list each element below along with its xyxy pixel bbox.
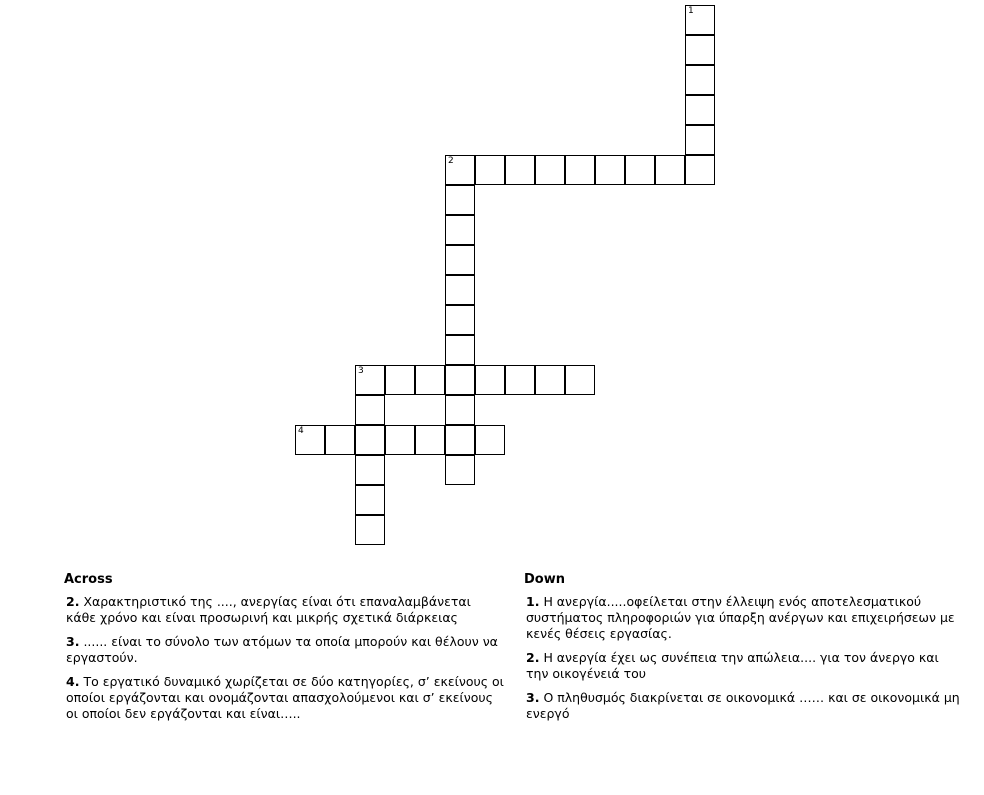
grid-cell[interactable] [565, 365, 595, 395]
grid-cell[interactable] [595, 155, 625, 185]
clue-number: 3. [526, 690, 540, 705]
clue-number: 1. [526, 594, 540, 609]
grid-cell[interactable] [445, 185, 475, 215]
grid-cell[interactable] [295, 425, 325, 455]
clue-number: 4. [66, 674, 80, 689]
grid-cell[interactable] [355, 515, 385, 545]
grid-cell[interactable] [505, 365, 535, 395]
clue-text: Ο πληθυσμός διακρίνεται σε οικονομικά …… και σε οικονομικά μη ενεργό [526, 690, 960, 721]
down-clues [524, 572, 964, 730]
grid-cell[interactable] [445, 365, 475, 395]
grid-cell[interactable] [445, 215, 475, 245]
grid-cell[interactable] [685, 35, 715, 65]
clue-text: ...... είναι το σύνολο των ατόμων τα οποία μπορούν και θέλουν να εργαστούν. [66, 634, 498, 665]
grid-cell[interactable] [445, 455, 475, 485]
grid-cell[interactable] [355, 455, 385, 485]
clue-text: Η ανεργία.....οφείλεται στην έλλειψη ενός αποτελεσματικού συστήματος πληροφοριών για ύπαρξη ανέργων και επιχειρήσεων με κενές θέσεις εργασίας. [526, 594, 955, 641]
grid-cell[interactable] [475, 425, 505, 455]
down-clue-2 [524, 650, 964, 682]
grid-cell[interactable] [325, 425, 355, 455]
down-clue-1 [524, 594, 964, 642]
grid-cell[interactable] [385, 365, 415, 395]
grid-cell[interactable] [685, 5, 715, 35]
grid-cell[interactable] [685, 95, 715, 125]
clue-number: 2. [66, 594, 80, 609]
grid-cell[interactable] [505, 155, 535, 185]
clue-text: Το εργατικό δυναμικό χωρίζεται σε δύο κατηγορίες, σ’ εκείνους οι οποίοι εργάζονται και ονομάζονται απασχολούμενοι και σ’ εκείνους οι οποίοι δεν εργάζονται και είναι….. [66, 674, 504, 721]
grid-cell[interactable] [445, 335, 475, 365]
grid-cell[interactable] [625, 155, 655, 185]
grid-cell[interactable] [445, 305, 475, 335]
cell-number: 4 [298, 426, 304, 436]
grid-cell[interactable] [445, 395, 475, 425]
across-heading: Across [64, 572, 113, 587]
grid-cell[interactable] [355, 485, 385, 515]
grid-cell[interactable] [685, 125, 715, 155]
grid-cell[interactable] [475, 365, 505, 395]
clue-number: 3. [66, 634, 80, 649]
across-clues [64, 572, 504, 730]
grid-cell[interactable] [565, 155, 595, 185]
down-clue-3 [524, 690, 964, 722]
grid-cell[interactable] [445, 245, 475, 275]
across-clue-3 [64, 634, 504, 666]
grid-cell[interactable] [535, 365, 565, 395]
grid-cell[interactable] [385, 425, 415, 455]
grid-cell[interactable] [355, 365, 385, 395]
down-heading: Down [524, 572, 565, 587]
grid-cell[interactable] [445, 275, 475, 305]
clue-number: 2. [526, 650, 540, 665]
cell-number: 1 [688, 6, 694, 16]
grid-cell[interactable] [415, 365, 445, 395]
grid-cell[interactable] [355, 425, 385, 455]
grid-cell[interactable] [655, 155, 685, 185]
grid-cell[interactable] [445, 155, 475, 185]
clue-text: Η ανεργία έχει ως συνέπεια την απώλεια.... για τον άνεργο και την οικογένειά του [526, 650, 939, 681]
grid-cell[interactable] [535, 155, 565, 185]
grid-cell[interactable] [685, 155, 715, 185]
grid-cell[interactable] [445, 425, 475, 455]
grid-cell[interactable] [415, 425, 445, 455]
clue-text: Χαρακτηριστικό της ...., ανεργίας είναι ότι επαναλαμβάνεται κάθε χρόνο και είναι προσωρινή και μικρής σχετικά διάρκειας [66, 594, 471, 625]
grid-cell[interactable] [685, 65, 715, 95]
grid-cell[interactable] [475, 155, 505, 185]
grid-cell[interactable] [355, 395, 385, 425]
cell-number: 3 [358, 366, 364, 376]
cell-number: 2 [448, 156, 454, 166]
across-clue-4 [64, 674, 504, 722]
across-clue-2 [64, 594, 504, 626]
